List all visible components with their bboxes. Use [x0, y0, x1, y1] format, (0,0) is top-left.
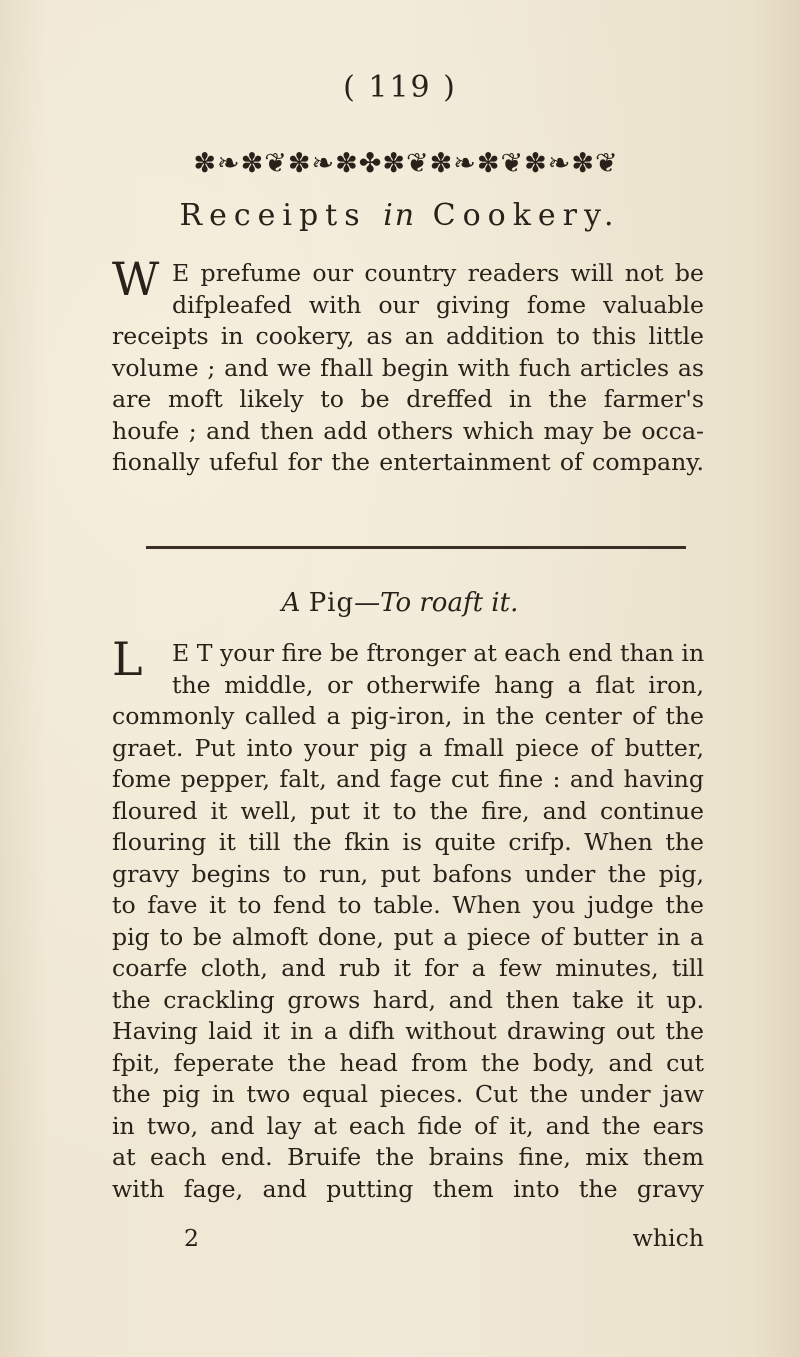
- recipe-title-prefix: A: [281, 588, 301, 618]
- recipe-title: [0, 588, 800, 618]
- recipe-line: flouring it till the fkin is quite crifp. When the: [112, 828, 704, 856]
- section-divider: [146, 546, 686, 549]
- page-number: ( 119 ): [343, 70, 457, 105]
- recipe-line: fpit, feperate the head from the body, and cut: [112, 1048, 704, 1077]
- recipe-title-main: Pig: [308, 588, 355, 618]
- recipe-line: in two, and lay at each fide of it, and the ears: [112, 1111, 704, 1140]
- signature-mark: 2: [184, 1224, 200, 1252]
- section-title: [0, 198, 800, 233]
- recipe-line: to fave it to fend to table. When you judge the: [112, 891, 704, 919]
- recipe-line: pig to be almoft done, put a piece of butter in a: [112, 922, 704, 951]
- recipe-line: commonly called a pig-iron, in the center of the: [112, 702, 704, 730]
- recipe-line: at each end. Bruife the brains fine, mix them: [112, 1143, 704, 1171]
- recipe-line: Having laid it in a difh without drawing out the: [112, 1017, 704, 1045]
- ornamental-border: ✽❧✽❦✽❧✽✤✽❦✽❧✽❦✽❧✽❦: [193, 148, 619, 179]
- recipe-line: the pig in two equal pieces. Cut the under jaw: [112, 1080, 704, 1108]
- recipe-line: the middle, or otherwife hang a flat iron,: [172, 670, 704, 699]
- recipe-paragraph: [112, 632, 705, 1205]
- recipe-line: fome pepper, falt, and fage cut fine : and having: [112, 765, 704, 793]
- page-footer: [112, 1224, 704, 1256]
- recipe-line: E T your fire be ftronger at each end than in: [172, 639, 705, 667]
- intro-line: E prefume our country readers will not be: [172, 259, 704, 287]
- recipe-line: the crackling grows hard, and then take it up.: [112, 985, 704, 1014]
- recipe-line: graet. Put into your pig a fmall piece of butter,: [112, 733, 704, 762]
- recipe-title-suffix: —To roaft it.: [354, 588, 519, 618]
- intro-line: receipts in cookery, as an addition to this little: [112, 322, 704, 350]
- section-title-connector: in: [383, 198, 417, 233]
- recipe-line: coarfe cloth, and rub it for a few minutes, till: [112, 954, 704, 982]
- intro-paragraph: [112, 252, 704, 479]
- recipe-line: floured it well, put it to the fire, and continue: [112, 796, 704, 825]
- recipe-drop-cap: L: [112, 632, 143, 686]
- section-title-main: Receipts: [179, 198, 367, 233]
- catchword: which: [632, 1224, 704, 1252]
- section-title-subject: Cookery.: [432, 198, 621, 233]
- intro-line: are moft likely to be dreffed in the farmer's: [112, 385, 704, 413]
- intro-line: difpleafed with our giving fome valuable: [172, 290, 704, 319]
- recipe-line: gravy begins to run, put bafons under the pig,: [112, 859, 704, 888]
- intro-line: volume ; and we fhall begin with fuch articles as: [112, 353, 704, 382]
- intro-drop-cap: W: [112, 252, 160, 306]
- recipe-line: with fage, and putting them into the gravy: [112, 1174, 704, 1203]
- intro-line: houfe ; and then add others which may be occa-: [112, 416, 704, 445]
- intro-line: fionally ufeful for the entertainment of company.: [112, 448, 704, 476]
